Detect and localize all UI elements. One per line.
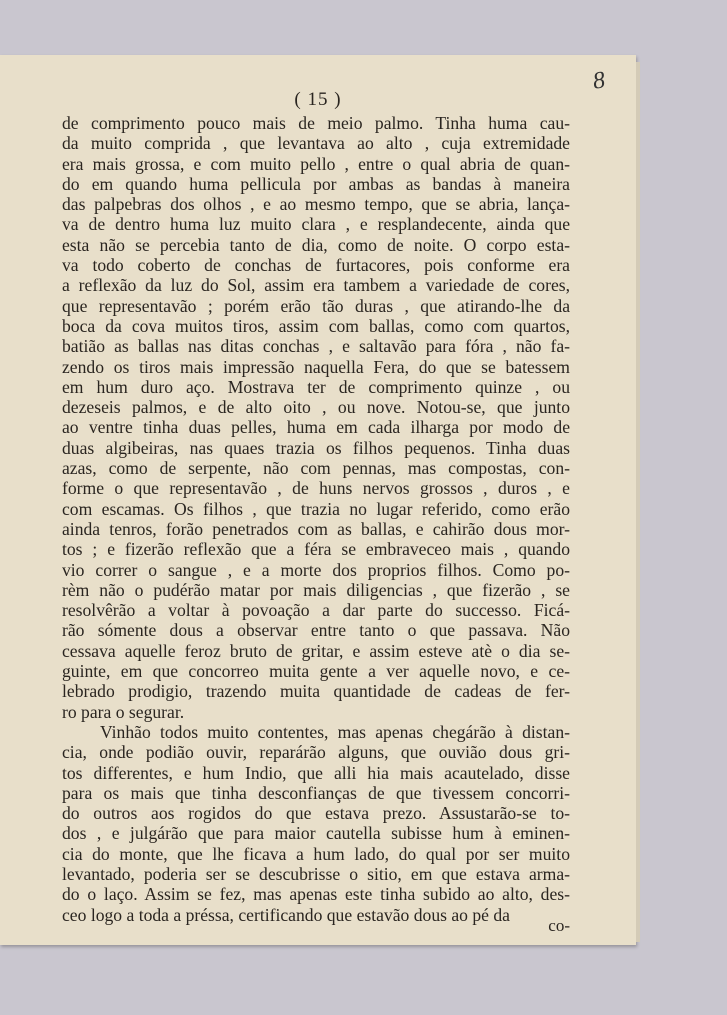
text-line: azas, como de serpente, não com pennas, mas compostas, con- xyxy=(62,458,570,479)
text-line: para os mais que tinha desconfianças de que tivessem concorri- xyxy=(62,782,570,803)
text-line: a reflexão da luz do Sol, assim era tambem a variedade de cores, xyxy=(62,275,570,296)
text-line: batião as ballas nas ditas conchas , e saltavão para fóra , não fa- xyxy=(62,336,570,357)
text-line: forme o que representavão , de huns nervos grossos , duros , e xyxy=(62,478,570,499)
text-line: do outros aos rogidos do que estava prezo. Assustarão-se to- xyxy=(62,803,570,824)
text-line: que representavão ; porém erão tão duras , que atirando-lhe da xyxy=(62,295,570,316)
text-line: vio correr o sangue , e a morte dos proprios filhos. Como po- xyxy=(62,559,570,580)
text-line: cessava aquelle feroz bruto de gritar, e assim esteve atè o dia se- xyxy=(62,640,570,661)
text-line: esta não se percebia tanto de dia, como de noite. O corpo esta- xyxy=(62,234,570,255)
text-line: ainda tenros, forão penetrados com as ballas, e cahirão dous mor- xyxy=(62,518,570,539)
text-line: cia, onde podião ouvir, reparárão alguns, que ouvião dous gri- xyxy=(62,742,570,763)
text-line: era mais grossa, e com muito pello , entre o qual abria de quan- xyxy=(62,153,570,174)
text-line: duas algibeiras, nas quaes trazia os filhos pequenos. Tinha duas xyxy=(62,437,570,458)
text-line: boca da cova muitos tiros, assim com ballas, como com quartos, xyxy=(62,315,570,336)
text-line: zendo os tiros mais impressão naquella Fera, do que se batessem xyxy=(62,356,570,377)
text-line: do em quando huma pellicula por ambas as bandas à maneira xyxy=(62,173,570,194)
text-line: ro para o segurar. xyxy=(62,701,185,722)
page-edge xyxy=(636,62,640,942)
text-line: Vinhão todos muito contentes, mas apenas chegárão à distan- xyxy=(100,721,570,742)
body-text xyxy=(62,113,570,925)
text-line: va de dentro huma luz muito clara , e resplandecente, ainda que xyxy=(62,214,570,235)
catchword: co- xyxy=(548,916,570,935)
text-line: com escamas. Os filhos , que trazia no lugar referido, como erão xyxy=(62,498,570,519)
text-line: dezeseis palmos, e de alto oito , ou nove. Notou-se, que junto xyxy=(62,397,570,418)
text-line: resolvêrão a voltar à povoação a dar parte do successo. Ficá- xyxy=(62,600,570,621)
text-line: em hum duro aço. Mostrava ter de comprimento quinze , ou xyxy=(62,376,570,397)
page-number-header: ( 15 ) xyxy=(294,89,342,110)
text-line: rão sómente dous a observar entre tanto o que passava. Não xyxy=(62,620,570,641)
text-line: dos , e julgárão que para maior cautella subisse hum à eminen- xyxy=(62,823,570,844)
text-line: ao ventre tinha duas pelles, huma em cada ilharga por modo de xyxy=(62,417,570,438)
handwritten-folio-number: 8 xyxy=(591,67,607,95)
text-line: cia do monte, que lhe ficava a hum lado, do qual por ser muito xyxy=(62,843,570,864)
text-line: va todo coberto de conchas de furtacores, pois conforme era xyxy=(62,255,570,276)
text-line: da muito comprida , que levantava ao alto , cuja extremidade xyxy=(62,133,570,154)
text-line: tos ; e fizerão reflexão que a féra se embraveceo mais , quando xyxy=(62,539,570,560)
text-line: levantado, poderia ser se descubrisse o sitio, em que estava arma- xyxy=(62,863,570,884)
text-line: rèm não o pudérão matar por mais diligencias , que fizerão , se xyxy=(62,579,570,600)
text-line: tos differentes, e hum Indio, que alli hia mais acautelado, disse xyxy=(62,762,570,783)
text-line: ceo logo a toda a préssa, certificando que estavão dous ao pé da xyxy=(62,904,510,925)
text-line: guinte, em que concorreo muita gente a ver aquelle novo, e ce- xyxy=(62,661,570,682)
text-line: das palpebras dos olhos , e ao mesmo tempo, que se abria, lança- xyxy=(62,194,570,215)
text-line: lebrado prodigio, trazendo muita quantidade de cadeas de fer- xyxy=(62,681,570,702)
text-line: de comprimento pouco mais de meio palmo. Tinha huma cau- xyxy=(62,113,570,133)
text-line: do o laço. Assim se fez, mas apenas este tinha subido ao alto, des- xyxy=(62,884,570,905)
